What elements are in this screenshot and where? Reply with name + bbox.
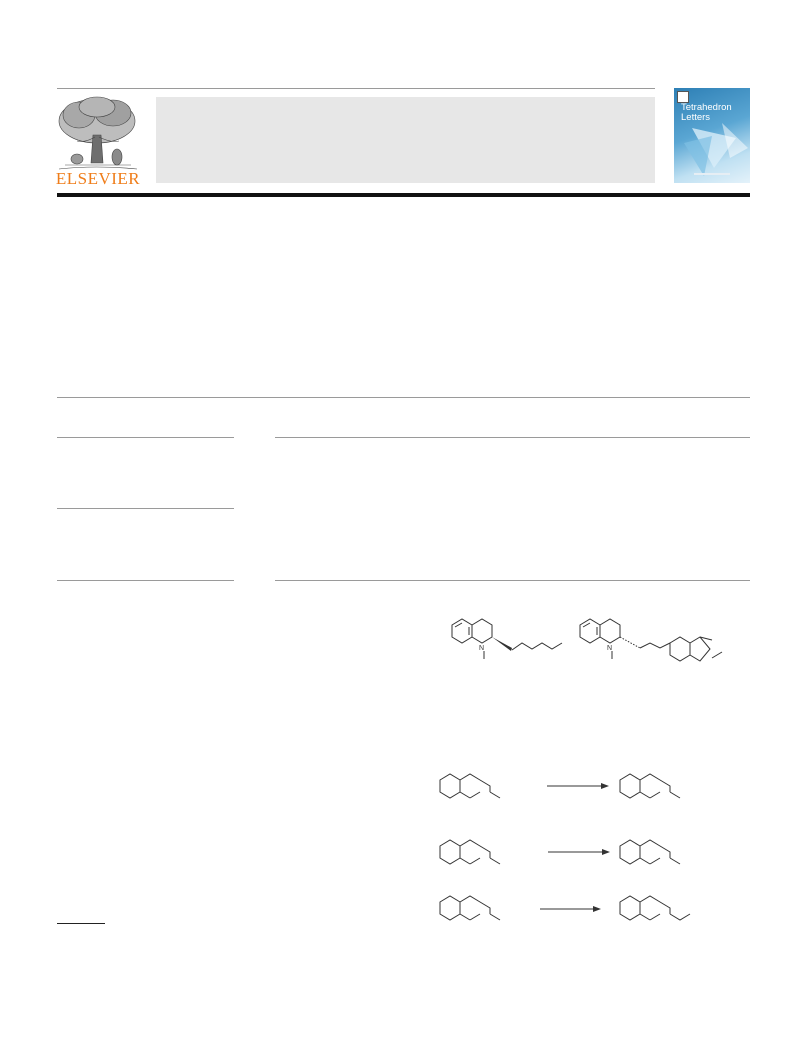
- structure-1: [452, 619, 562, 659]
- journal-cover-title: Tetrahedron Letters: [681, 102, 732, 123]
- reaction-3: [440, 896, 690, 920]
- reaction-2: [440, 840, 680, 864]
- svg-text:N: N: [607, 645, 613, 652]
- reaction-1: [440, 774, 680, 798]
- structure-2: [580, 619, 722, 661]
- elsevier-wordmark[interactable]: ELSEVIER: [55, 169, 141, 188]
- svg-text:N: N: [479, 645, 485, 652]
